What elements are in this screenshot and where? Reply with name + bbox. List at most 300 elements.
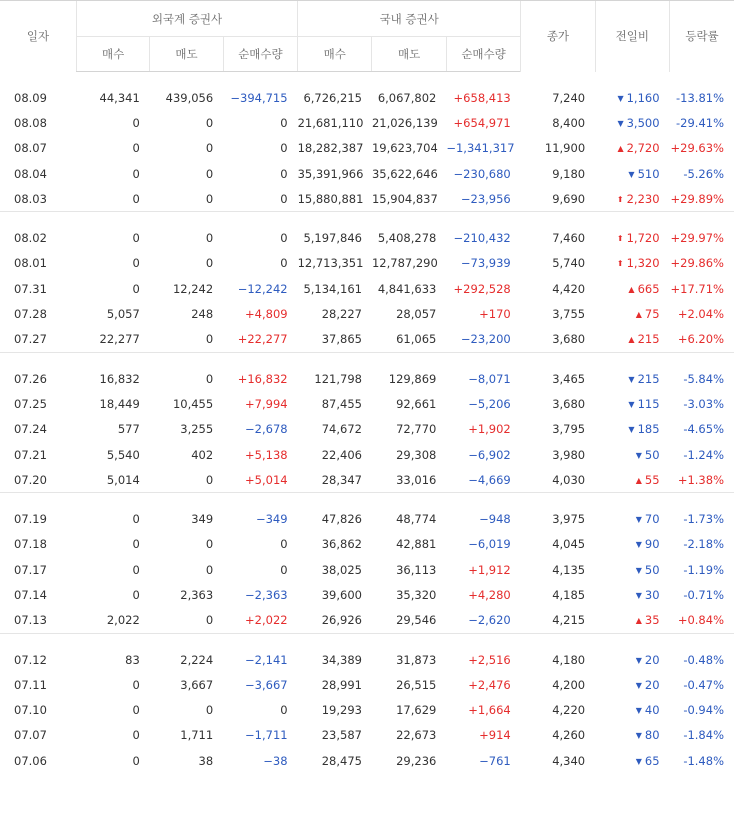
cell-foreign-sell: 0 [205,256,214,271]
cell-date: 08.08 [14,115,47,130]
down-arrow-icon: ▼ [635,680,642,690]
cell-close: 3,755 [552,307,586,322]
cell-change-value: 40 [644,703,660,718]
cell-rate: +29.63% [670,141,724,156]
cell-foreign-sell: 3,255 [180,422,214,437]
cell-domestic-buy: 121,798 [314,371,362,386]
cell-close: 4,220 [552,703,586,718]
cell-domestic-buy: 5,197,846 [303,231,362,246]
table-row [0,251,734,276]
cell-domestic-net: −948 [479,512,511,527]
header-domestic-buy: 매수 [298,37,372,72]
up-arrow-icon: ⬆ [616,194,624,204]
cell-close: 9,180 [552,166,586,181]
cell-change [595,225,669,250]
table-row [0,225,734,250]
cell-change [595,748,669,773]
cell-domestic-net: +1,902 [468,422,511,437]
cell-rate: +6.20% [677,332,724,347]
cell-date: 07.17 [14,562,47,577]
down-arrow-icon: ▼ [635,450,642,460]
table-row [0,327,734,353]
cell-foreign-buy: 0 [132,141,140,156]
cell-domestic-net: −1,341,317 [446,141,515,156]
cell-close: 4,420 [552,281,586,296]
cell-foreign-sell: 0 [205,231,214,246]
table-row [0,748,734,773]
cell-domestic-net: −73,939 [460,256,511,271]
cell-domestic-sell: 61,065 [396,332,437,347]
cell-foreign-sell: 349 [191,512,214,527]
cell-foreign-net: −2,363 [245,587,288,602]
cell-domestic-sell: 72,770 [396,422,437,437]
cell-foreign-sell: 10,455 [172,396,214,411]
cell-change [595,557,669,582]
cell-domestic-net: −23,200 [460,332,511,347]
cell-foreign-buy: 0 [132,512,140,527]
down-arrow-icon: ▼ [635,540,642,550]
gap-cell [0,493,734,506]
cell-rate: +1.38% [677,472,724,487]
cell-domestic-buy: 26,926 [321,613,362,628]
cell-date: 07.10 [14,703,47,718]
cell-foreign-net: 0 [280,256,288,271]
cell-rate: -2.18% [683,537,724,552]
cell-foreign-buy: 0 [132,677,140,692]
cell-change-value: 215 [637,332,660,347]
cell-change-value: 215 [637,371,660,386]
cell-close: 4,200 [552,677,586,692]
cell-foreign-buy: 0 [132,281,140,296]
cell-rate: -13.81% [676,90,724,105]
cell-foreign-net: 0 [280,191,288,206]
cell-foreign-net: 0 [280,537,288,552]
table-row [0,442,734,467]
header-foreign-group: 외국계 증권사 [76,1,297,37]
cell-foreign-sell: 402 [191,447,214,462]
cell-foreign-buy: 0 [132,231,140,246]
cell-rate: +29.97% [670,231,724,246]
cell-change [595,110,669,135]
cell-domestic-net: −761 [479,753,511,768]
cell-close: 3,975 [552,512,586,527]
cell-domestic-buy: 74,672 [321,422,362,437]
cell-domestic-sell: 19,623,704 [371,141,438,156]
cell-rate: +29.86% [670,256,724,271]
cell-foreign-buy: 0 [132,753,140,768]
table-body [0,72,734,774]
cell-domestic-sell: 22,673 [396,728,437,743]
cell-foreign-sell: 0 [205,537,214,552]
cell-rate: +17.71% [670,281,724,296]
cell-change [595,698,669,723]
cell-change [595,186,669,212]
cell-foreign-net: −3,667 [245,677,288,692]
cell-date: 07.19 [14,512,47,527]
cell-domestic-sell: 35,320 [396,587,437,602]
cell-change [595,136,669,161]
cell-domestic-sell: 33,016 [396,472,437,487]
up-arrow-icon: ⬆ [616,259,624,269]
cell-foreign-sell: 2,224 [180,652,214,667]
cell-date: 07.14 [14,587,47,602]
cell-date: 08.04 [14,166,47,181]
cell-foreign-sell: 0 [205,141,214,156]
cell-domestic-buy: 19,293 [321,703,362,718]
cell-foreign-buy: 44,341 [99,90,140,105]
cell-domestic-net: +914 [479,728,511,743]
cell-date: 07.24 [14,422,47,437]
cell-rate: -0.48% [683,652,724,667]
cell-close: 4,185 [552,587,586,602]
cell-domestic-buy: 22,406 [321,447,362,462]
cell-foreign-sell: 0 [205,613,214,628]
cell-foreign-sell: 0 [205,332,214,347]
cell-domestic-sell: 12,787,290 [371,256,438,271]
cell-domestic-sell: 21,026,139 [371,115,438,130]
cell-date: 07.18 [14,537,47,552]
cell-close: 11,900 [544,141,586,156]
cell-change-value: 35 [644,613,660,628]
cell-foreign-net: 0 [280,115,288,130]
cell-rate: +29.89% [670,191,724,206]
table-row [0,506,734,531]
cell-foreign-net: −38 [263,753,288,768]
cell-close: 3,465 [552,371,586,386]
table-row [0,366,734,391]
cell-domestic-net: +658,413 [453,90,511,105]
cell-rate: -0.71% [683,587,724,602]
cell-change-value: 1,160 [626,90,660,105]
cell-foreign-buy: 0 [132,728,140,743]
cell-date: 07.31 [14,281,47,296]
table-row [0,85,734,110]
table-header [0,1,734,72]
cell-change-value: 3,500 [626,115,660,130]
cell-foreign-net: 0 [280,231,288,246]
cell-domestic-sell: 42,881 [396,537,437,552]
cell-domestic-sell: 48,774 [396,512,437,527]
header-date: 일자 [0,1,76,72]
up-arrow-icon: ▲ [635,475,642,485]
cell-date: 08.09 [14,90,47,105]
cell-foreign-buy: 0 [132,256,140,271]
table-row [0,608,734,634]
cell-foreign-buy: 0 [132,562,140,577]
cell-date: 07.12 [14,652,47,667]
header-foreign-buy: 매수 [76,37,149,72]
cell-change-value: 65 [644,753,660,768]
cell-foreign-net: +2,022 [245,613,288,628]
cell-foreign-sell: 0 [205,166,214,181]
cell-foreign-buy: 0 [132,703,140,718]
cell-rate: -5.26% [683,166,724,181]
header-foreign-sell: 매도 [150,37,223,72]
cell-change [595,417,669,442]
cell-close: 3,980 [552,447,586,462]
cell-close: 3,680 [552,332,586,347]
cell-date: 07.27 [14,332,47,347]
cell-foreign-net: 0 [280,166,288,181]
cell-domestic-buy: 28,475 [321,753,362,768]
cell-domestic-net: +292,528 [453,281,511,296]
cell-foreign-sell: 0 [205,115,214,130]
cell-domestic-sell: 28,057 [396,307,437,322]
cell-change-value: 90 [644,537,660,552]
gap-cell [0,634,734,647]
cell-domestic-net: −210,432 [453,231,511,246]
cell-change-value: 20 [644,652,660,667]
cell-date: 08.07 [14,141,47,156]
cell-date: 07.07 [14,728,47,743]
cell-foreign-sell: 12,242 [172,281,214,296]
down-arrow-icon: ▼ [628,425,635,435]
cell-rate: -4.65% [683,422,724,437]
cell-rate: -29.41% [676,115,724,130]
cell-domestic-buy: 6,726,215 [303,90,362,105]
cell-domestic-net: +1,664 [468,703,511,718]
cell-change-value: 2,720 [626,141,660,156]
cell-change-value: 75 [644,307,660,322]
table-row [0,467,734,493]
cell-change-value: 55 [644,472,660,487]
cell-foreign-buy: 18,449 [99,396,140,411]
cell-foreign-sell: 439,056 [165,90,214,105]
cell-domestic-sell: 26,515 [396,677,437,692]
table-row [0,186,734,212]
cell-domestic-sell: 15,904,837 [371,191,438,206]
table-row [0,532,734,557]
cell-foreign-net: −394,715 [230,90,288,105]
gap-cell [0,212,734,225]
group-gap [0,212,734,225]
cell-date: 08.02 [14,231,47,246]
cell-domestic-net: −8,071 [468,371,511,386]
cell-domestic-net: +170 [479,307,511,322]
cell-change [595,442,669,467]
cell-rate: -1.84% [683,728,724,743]
cell-change [595,532,669,557]
cell-rate: -1.19% [683,562,724,577]
cell-domestic-buy: 36,862 [321,537,362,552]
cell-date: 08.01 [14,256,47,271]
cell-foreign-buy: 0 [132,115,140,130]
cell-domestic-buy: 37,865 [321,332,362,347]
up-arrow-icon: ▲ [628,284,635,294]
table-row [0,391,734,416]
cell-domestic-buy: 87,455 [321,396,362,411]
cell-foreign-sell: 3,667 [180,677,214,692]
cell-foreign-net: +16,832 [237,371,288,386]
header-rate: 등락률 [670,1,734,72]
cell-date: 07.06 [14,753,47,768]
cell-date: 07.21 [14,447,47,462]
cell-change [595,276,669,301]
cell-rate: -0.47% [683,677,724,692]
cell-foreign-buy: 0 [132,537,140,552]
cell-foreign-buy: 83 [125,652,140,667]
cell-change [595,366,669,391]
cell-change-value: 50 [644,562,660,577]
cell-domestic-sell: 29,308 [396,447,437,462]
cell-change-value: 20 [644,677,660,692]
cell-close: 9,690 [552,191,586,206]
cell-foreign-buy: 5,014 [106,472,140,487]
cell-foreign-net: 0 [280,703,288,718]
cell-foreign-net: +5,014 [245,472,288,487]
cell-foreign-buy: 577 [117,422,140,437]
cell-foreign-net: 0 [280,141,288,156]
cell-foreign-net: −2,678 [245,422,288,437]
cell-foreign-net: −2,141 [245,652,288,667]
cell-foreign-sell: 0 [205,191,214,206]
table-row [0,276,734,301]
cell-change [595,327,669,353]
cell-domestic-sell: 92,661 [396,396,437,411]
cell-change [595,672,669,697]
gap-cell [0,353,734,366]
down-arrow-icon: ▼ [635,706,642,716]
cell-change-value: 1,720 [626,231,660,246]
cell-domestic-sell: 29,546 [396,613,437,628]
cell-date: 07.13 [14,613,47,628]
cell-foreign-net: +22,277 [237,332,288,347]
table-row [0,723,734,748]
header-domestic-net: 순매수량 [446,37,520,72]
table-row [0,647,734,672]
cell-foreign-net: −349 [255,512,288,527]
cell-domestic-sell: 17,629 [396,703,437,718]
cell-date: 07.25 [14,396,47,411]
up-arrow-icon: ▲ [617,144,624,154]
cell-domestic-sell: 35,622,646 [371,166,438,181]
down-arrow-icon: ▼ [628,374,635,384]
cell-close: 4,340 [552,753,586,768]
cell-rate: -0.94% [683,703,724,718]
cell-domestic-net: +4,280 [468,587,511,602]
cell-foreign-net: +5,138 [245,447,288,462]
cell-domestic-sell: 31,873 [396,652,437,667]
cell-foreign-net: +7,994 [245,396,288,411]
cell-foreign-sell: 2,363 [180,587,214,602]
cell-foreign-sell: 0 [205,562,214,577]
group-gap [0,493,734,506]
cell-change [595,582,669,607]
cell-rate: -1.24% [683,447,724,462]
cell-domestic-buy: 39,600 [321,587,362,602]
cell-change [595,608,669,634]
header-change: 전일비 [595,1,669,72]
cell-change [595,723,669,748]
cell-foreign-net: −12,242 [237,281,288,296]
cell-domestic-net: +2,476 [468,677,511,692]
cell-domestic-sell: 36,113 [396,562,437,577]
cell-close: 4,215 [552,613,586,628]
cell-close: 4,045 [552,537,586,552]
cell-domestic-buy: 28,991 [321,677,362,692]
cell-domestic-buy: 18,282,387 [297,141,364,156]
down-arrow-icon: ▼ [635,756,642,766]
table-row [0,582,734,607]
cell-foreign-sell: 248 [191,307,214,322]
cell-change [595,85,669,110]
cell-change-value: 70 [644,512,660,527]
down-arrow-icon: ▼ [617,118,624,128]
cell-rate: +0.84% [677,613,724,628]
cell-change [595,647,669,672]
cell-change [595,467,669,493]
header-close: 종가 [521,1,595,72]
cell-rate: -3.03% [683,396,724,411]
cell-foreign-buy: 2,022 [106,613,140,628]
cell-domestic-net: −6,019 [468,537,511,552]
down-arrow-icon: ▼ [635,515,642,525]
cell-date: 07.11 [14,677,47,692]
cell-date: 07.26 [14,371,47,386]
cell-domestic-net: −2,620 [468,613,511,628]
cell-change-value: 80 [644,728,660,743]
cell-close: 5,740 [552,256,586,271]
down-arrow-icon: ▼ [635,590,642,600]
down-arrow-icon: ▼ [617,93,624,103]
cell-domestic-net: −23,956 [460,191,511,206]
cell-date: 08.03 [14,191,47,206]
cell-domestic-buy: 28,227 [321,307,362,322]
cell-close: 8,400 [552,115,586,130]
cell-change [595,391,669,416]
cell-domestic-buy: 5,134,161 [303,281,362,296]
cell-foreign-buy: 0 [132,587,140,602]
cell-domestic-buy: 15,880,881 [297,191,364,206]
cell-domestic-net: −230,680 [453,166,511,181]
cell-foreign-sell: 1,711 [180,728,214,743]
cell-domestic-net: +654,971 [453,115,511,130]
cell-change [595,161,669,186]
cell-close: 7,240 [552,90,586,105]
cell-rate: +2.04% [677,307,724,322]
table-row [0,301,734,326]
cell-domestic-buy: 38,025 [321,562,362,577]
cell-foreign-buy: 22,277 [99,332,140,347]
cell-change-value: 665 [637,281,660,296]
cell-domestic-sell: 129,869 [388,371,437,386]
cell-change [595,506,669,531]
header-domestic-sell: 매도 [372,37,446,72]
cell-foreign-sell: 0 [205,703,214,718]
cell-domestic-sell: 5,408,278 [377,231,437,246]
up-arrow-icon: ▲ [635,310,642,320]
table-row [0,557,734,582]
table-row [0,161,734,186]
cell-rate: -5.84% [683,371,724,386]
cell-close: 4,135 [552,562,586,577]
cell-close: 7,460 [552,231,586,246]
cell-domestic-net: +1,912 [468,562,511,577]
cell-change [595,251,669,276]
table-row [0,110,734,135]
table-row [0,672,734,697]
cell-foreign-sell: 38 [198,753,214,768]
group-gap [0,72,734,86]
cell-foreign-sell: 0 [205,371,214,386]
group-gap [0,353,734,366]
cell-change [595,301,669,326]
cell-date: 07.28 [14,307,47,322]
cell-change-value: 510 [637,166,660,181]
table-row [0,136,734,161]
cell-domestic-buy: 23,587 [321,728,362,743]
cell-change-value: 115 [637,396,660,411]
